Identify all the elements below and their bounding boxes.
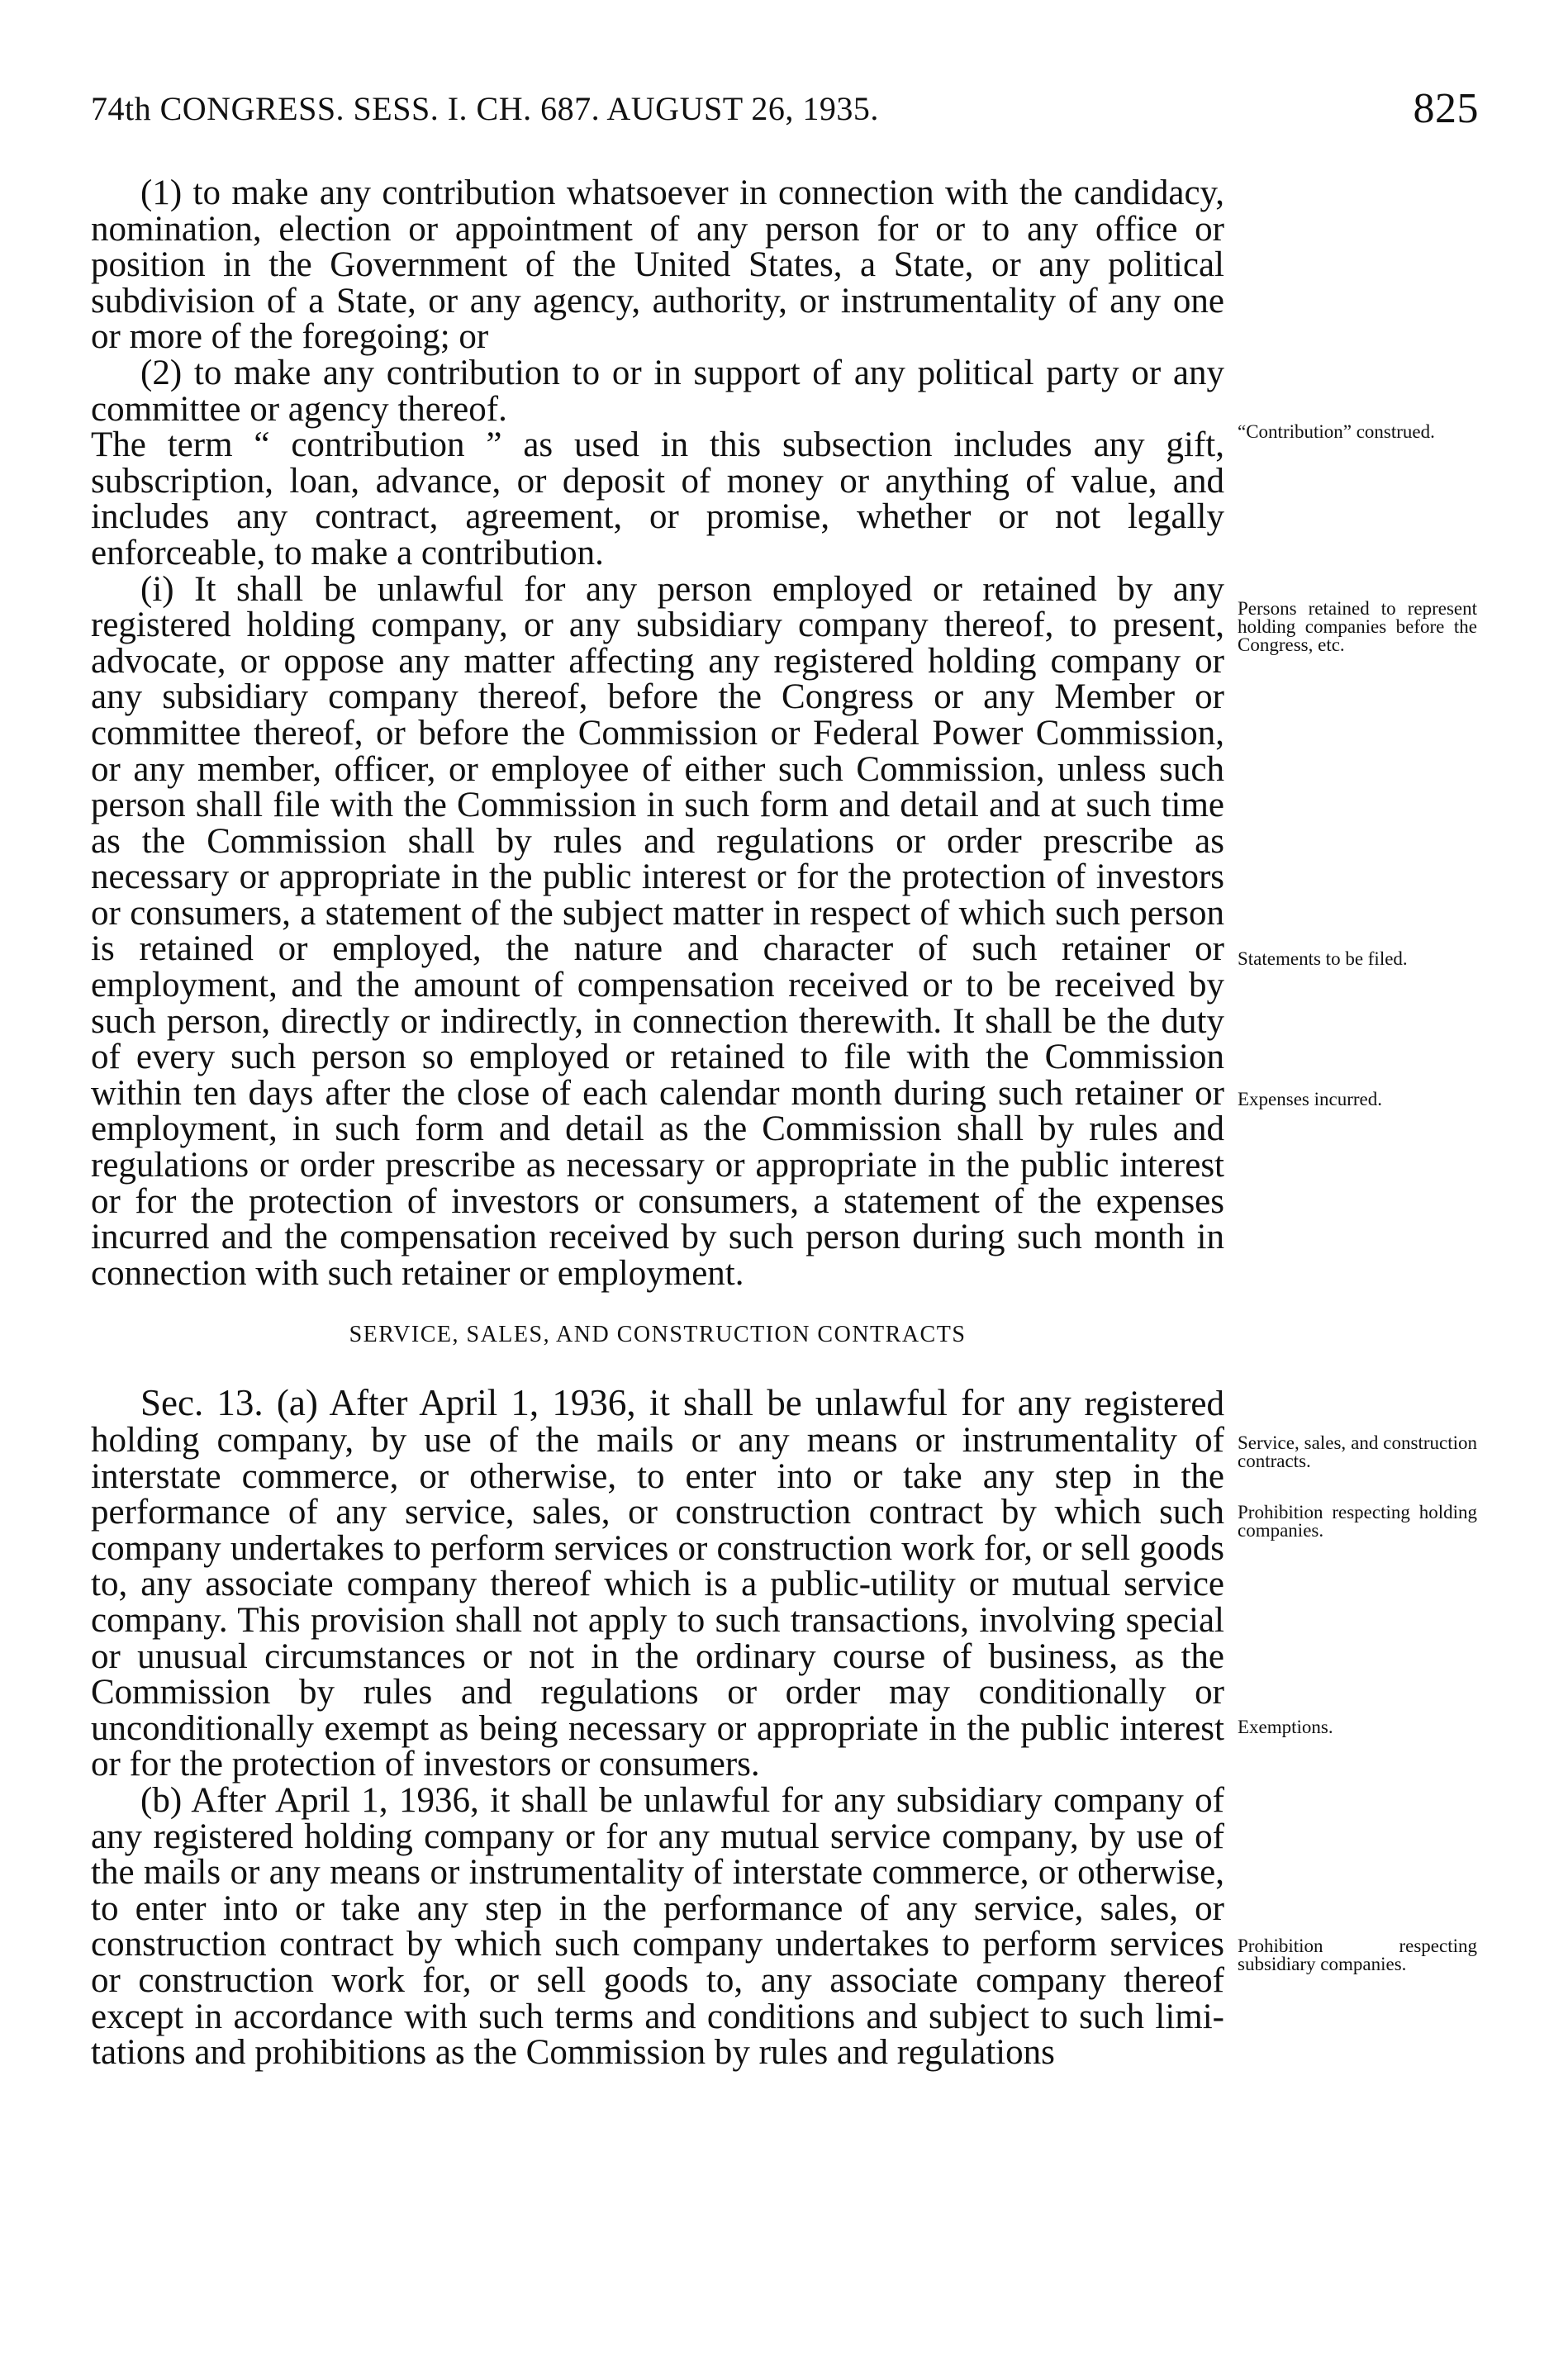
paragraph-clause-2: (2) to make any contribution to or in support of any political party or any committee or agency thereof. bbox=[91, 353, 1224, 429]
running-head: 74th CONGRESS. SESS. I. CH. 687. AUGUST 26, 1935. bbox=[91, 90, 879, 127]
running-header bbox=[91, 85, 1479, 139]
margin-note-expenses: Expenses incurred. bbox=[1238, 1089, 1382, 1109]
paragraph-subsection-i: (i) It shall be unlawful for any person employed or retained by any registered holding company, or any subsidiary company thereof, to present, advocate, or oppose any matter affecting any registered holding company or any subsidiary company thereof, before the Congress or any Member or committee thereof, or before the Commission or Federal Power Commission, or any member, officer, or employee of either such Commission, unless such person shall file with the Commission in such form and detail and at such time as the Commission shall by rules and regulations or order prescribe as necessary or appropriate in the public interest or for the protection of investors or consumers, a statement of the subject matter in respect of which such person is retained or employed, the nature and character of such retainer or employment, and the amount of compensation received or to be received by such person, directly or indirectly, in connection therewith. It shall be the duty of every such person so employed or retained to file with the Commission within ten days after the close of each calendar month during such retainer or employment, in such form and detail as the Commission shall by rules and regulations or order prescribe as necessary or appropriate in the public interest or for the protection of investors or consumers, a statement of the expenses incurred and the compensation received by such person during such month in connection with such retainer or employment. bbox=[91, 569, 1224, 1293]
margin-note-statements: Statements to be filed. bbox=[1238, 948, 1408, 969]
margin-note-persons-retained: Persons retained to represent holding companies before the Congress, etc. bbox=[1238, 598, 1477, 655]
margin-note-exemptions: Exemptions. bbox=[1238, 1717, 1333, 1737]
paragraph-section-13b: (b) After April 1, 1936, it shall be unlawful for any subsidiary company of any registered holding company or for any mutual service company, by use of the mails or any means or instrumentality of interstate commerce, or otherwise, to enter into or take any step in the performance of any service, sales, or construction contract by which such company undertakes to perform services or construction work for, or sell goods to, any associate company thereof except in accordance with such terms and conditions and subject to such limitations and prohibitions as the Commission by rules and regulations bbox=[91, 1780, 1224, 2073]
section-heading: SERVICE, SALES, AND CONSTRUCTION CONTRACTS bbox=[349, 1322, 967, 1348]
paragraph-clause-1: (1) to make any contribution whatsoever in connection with the candidacy, nomination, election or appointment of any person for or to any office or position in the Government of the United States, a State, or any political subdivision of a State, or any agency, authority, or instrumentality of any one or more of the foregoing; or bbox=[91, 173, 1224, 357]
margin-note-prohibition-subsidiary: Prohibition respecting subsidiary companies. bbox=[1238, 1936, 1477, 1974]
section-13a-text: registered holding company, by use of the mails or any means or instrumentality of interstate commerce, or otherwise, to enter into or take any step in the performance of any service, sales, or construction contract by which such company undertakes to perform services or construction work for, or sell goods to, any associate company thereof which is a public-utility or mutual service company. This provision shall not apply to such transactions, involving special or unusual circumstances or not in the ordinary course of business, as the Commission by rules and regulations or order may conditionally or unconditionally exempt as being necessary or appropriate in the public interest or for the protection of investors or consumers. bbox=[91, 1385, 1225, 1784]
page-number: 825 bbox=[1413, 85, 1479, 132]
section-13-lead: Sec. 13. (a) After April 1, 1936, it shall be unlawful for any bbox=[140, 1382, 1071, 1424]
paragraph-section-13a bbox=[91, 1382, 1225, 1784]
margin-note-prohibition-holding: Prohibition respecting holding companies. bbox=[1238, 1502, 1477, 1541]
margin-note-contribution: “Contribution” construed. bbox=[1238, 421, 1435, 442]
body-text bbox=[91, 175, 1224, 2071]
margin-note-service-contracts: Service, sales, and construction contracts. bbox=[1238, 1432, 1477, 1471]
paragraph-contribution-definition: The term “ contribution ” as used in this subsection includes any gift, subscription, loan, advance, or deposit of money or anything of value, and includes any contract, agreement, or promise, whether or not legally enforceable, to make a contribution. bbox=[91, 425, 1224, 572]
